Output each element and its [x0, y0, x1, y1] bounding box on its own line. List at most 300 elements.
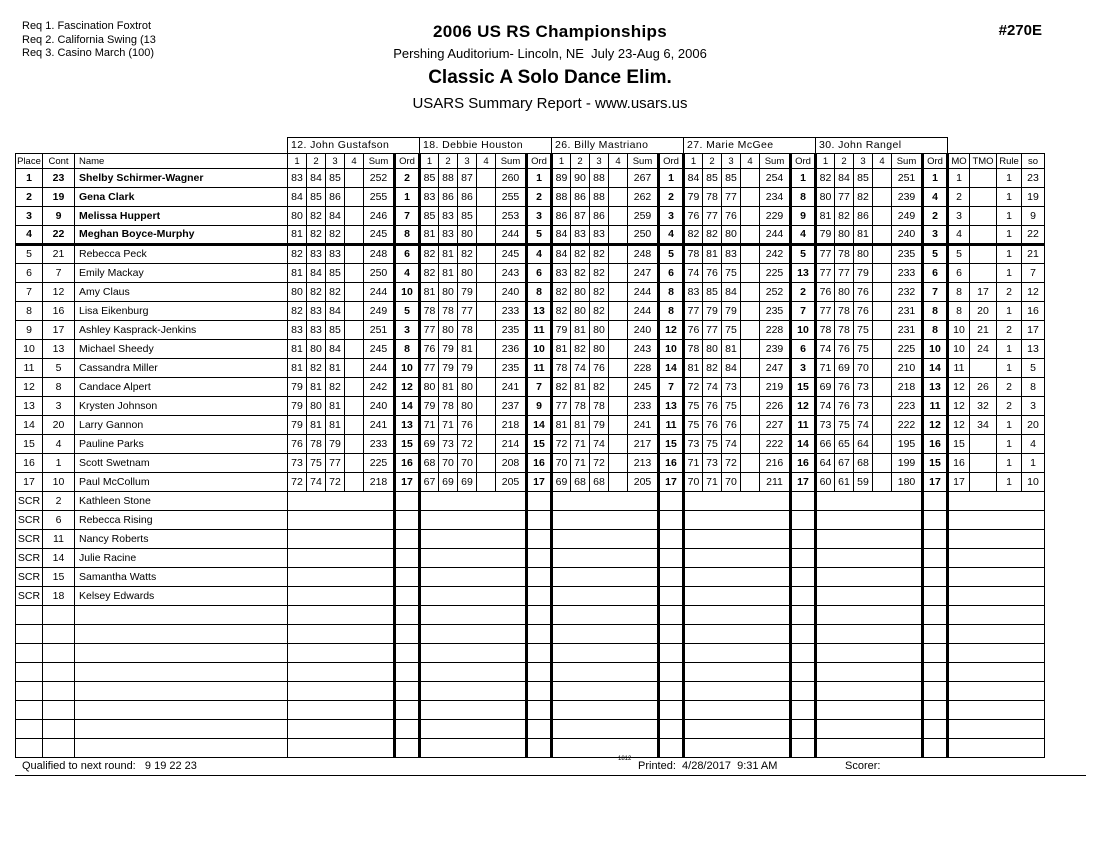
cell-score-3: 80 [722, 226, 741, 245]
cell-ord [659, 720, 684, 739]
cell-cont [43, 739, 75, 758]
cell-score-1: 76 [684, 207, 703, 226]
cell-ord: 11 [527, 359, 552, 378]
cell-score-1: 84 [684, 169, 703, 188]
cell-sum: 235 [760, 302, 791, 321]
empty-row [16, 720, 1045, 739]
cell-ord [527, 739, 552, 758]
cell-score-3: 85 [326, 169, 345, 188]
col-header-dance-4: 4 [345, 154, 364, 169]
cell-skater-name: Scott Swetnam [75, 454, 288, 473]
cell-place: SCR [16, 492, 43, 511]
cell-score-2: 83 [307, 321, 326, 340]
cell-cont: 9 [43, 207, 75, 226]
cell-place: SCR [16, 549, 43, 568]
cell-sum: 218 [892, 378, 923, 397]
cell-sum: 226 [760, 397, 791, 416]
cell-sum: 218 [364, 473, 395, 492]
cell-ord [791, 587, 816, 606]
cell-ord: 8 [395, 226, 420, 245]
cell-ord: 1 [659, 169, 684, 188]
cell-sum: 195 [892, 435, 923, 454]
blank-scores [420, 701, 527, 720]
cell-sum: 247 [760, 359, 791, 378]
cell-mo: 15 [948, 435, 970, 454]
cell-ord: 16 [659, 454, 684, 473]
cell-ord: 17 [791, 473, 816, 492]
cell-score-3: 85 [854, 169, 873, 188]
cell-sum: 262 [628, 188, 659, 207]
cell-cont: 18 [43, 587, 75, 606]
cell-ord [791, 511, 816, 530]
cell-place: 15 [16, 435, 43, 454]
cell-rule: 2 [997, 397, 1022, 416]
cell-score-1: 81 [684, 359, 703, 378]
cell-so: 13 [1022, 340, 1045, 359]
cell-ord [527, 644, 552, 663]
empty-row [16, 644, 1045, 663]
cell-cont: 23 [43, 169, 75, 188]
blank-scores [288, 644, 395, 663]
cell-rule: 1 [997, 340, 1022, 359]
req-2: Req 2. California Swing (13 [22, 33, 156, 46]
col-header-dance-4: 4 [477, 154, 496, 169]
cell-ord [527, 720, 552, 739]
cell-score-4 [873, 321, 892, 340]
cell-sum: 253 [496, 207, 527, 226]
cell-place [16, 663, 43, 682]
cell-score-4 [477, 302, 496, 321]
cell-score-3: 80 [590, 321, 609, 340]
blank-right [948, 663, 1045, 682]
qualified-note: Qualified to next round: 9 19 22 23 [22, 760, 197, 772]
cell-score-1: 80 [288, 207, 307, 226]
scratched-row [16, 492, 1045, 511]
result-row [16, 416, 1045, 435]
cell-ord: 4 [527, 245, 552, 264]
cell-score-2: 71 [439, 416, 458, 435]
cell-sum: 243 [628, 340, 659, 359]
cell-ord [923, 720, 948, 739]
cell-cont [43, 625, 75, 644]
cell-cont [43, 720, 75, 739]
cell-cont: 16 [43, 302, 75, 321]
blank-right [948, 587, 1045, 606]
cell-score-3: 85 [326, 321, 345, 340]
empty-row [16, 625, 1045, 644]
cell-sum: 240 [892, 226, 923, 245]
cell-sum: 245 [628, 378, 659, 397]
cell-so: 21 [1022, 245, 1045, 264]
cell-tmo [970, 359, 997, 378]
blank-right [948, 644, 1045, 663]
cell-ord [527, 682, 552, 701]
cell-score-2: 85 [703, 169, 722, 188]
cell-score-2: 82 [571, 264, 590, 283]
cell-score-4 [609, 302, 628, 321]
cell-score-1: 77 [552, 397, 571, 416]
cell-ord: 15 [659, 435, 684, 454]
cell-score-2: 75 [835, 416, 854, 435]
cell-score-1: 76 [684, 321, 703, 340]
cell-score-2: 83 [439, 226, 458, 245]
cell-score-2: 81 [439, 245, 458, 264]
cell-tmo [970, 435, 997, 454]
cell-ord [923, 492, 948, 511]
cell-sum: 211 [760, 473, 791, 492]
cell-skater-name: Nancy Roberts [75, 530, 288, 549]
report-subtitle: USARS Summary Report - www.usars.us [412, 95, 688, 112]
cell-ord [659, 568, 684, 587]
cell-ord [923, 549, 948, 568]
cell-skater-name: Larry Gannon [75, 416, 288, 435]
cell-ord [791, 606, 816, 625]
cell-rule: 1 [997, 264, 1022, 283]
blank-scores [684, 568, 791, 587]
col-header-so: so [1022, 154, 1045, 169]
cell-ord: 1 [923, 169, 948, 188]
cell-score-3: 85 [722, 169, 741, 188]
cell-score-2: 82 [571, 340, 590, 359]
blank-scores [420, 663, 527, 682]
cell-so: 20 [1022, 416, 1045, 435]
cell-cont: 2 [43, 492, 75, 511]
cell-ord: 17 [527, 473, 552, 492]
cell-score-3: 69 [458, 473, 477, 492]
cell-sum: 255 [496, 188, 527, 207]
cell-skater-name: Gena Clark [75, 188, 288, 207]
col-header-ord: Ord [659, 154, 684, 169]
cell-sum: 250 [364, 264, 395, 283]
cell-score-1: 82 [552, 283, 571, 302]
cell-score-3: 85 [326, 264, 345, 283]
cell-rule: 1 [997, 435, 1022, 454]
cell-score-3: 79 [326, 435, 345, 454]
cell-sum: 217 [628, 435, 659, 454]
cell-score-2: 78 [439, 302, 458, 321]
cell-score-3: 74 [854, 416, 873, 435]
blank-scores [552, 492, 659, 511]
cell-mo: 12 [948, 378, 970, 397]
cell-score-4 [741, 454, 760, 473]
cell-sum: 210 [892, 359, 923, 378]
cell-ord: 15 [527, 435, 552, 454]
cell-cont: 12 [43, 283, 75, 302]
cell-skater-name [75, 739, 288, 758]
cell-place: 5 [16, 245, 43, 264]
cell-score-2: 80 [307, 397, 326, 416]
cell-score-2: 77 [703, 321, 722, 340]
cell-sum: 237 [496, 397, 527, 416]
cell-score-1: 84 [552, 245, 571, 264]
cell-skater-name: Pauline Parks [75, 435, 288, 454]
cell-score-3: 80 [590, 340, 609, 359]
cell-score-1: 74 [684, 264, 703, 283]
cell-tmo [970, 245, 997, 264]
cell-score-3: 76 [458, 416, 477, 435]
blank-scores [420, 511, 527, 530]
cell-score-2: 65 [835, 435, 854, 454]
col-header-dance-1: 1 [288, 154, 307, 169]
cell-score-1: 77 [684, 302, 703, 321]
cell-score-3: 75 [722, 321, 741, 340]
cell-ord [791, 682, 816, 701]
cell-score-4 [345, 302, 364, 321]
cell-score-4 [609, 416, 628, 435]
cell-score-2: 81 [571, 378, 590, 397]
cell-mo: 8 [948, 302, 970, 321]
cell-place: 6 [16, 264, 43, 283]
cell-score-1: 81 [288, 340, 307, 359]
cell-score-1: 78 [552, 359, 571, 378]
cell-ord [659, 701, 684, 720]
cell-sum: 235 [496, 321, 527, 340]
blank-right [948, 701, 1045, 720]
cell-ord [395, 492, 420, 511]
cell-skater-name [75, 644, 288, 663]
cell-ord [659, 530, 684, 549]
req-3: Req 3. Casino March (100) [22, 47, 155, 59]
cell-score-1: 69 [816, 378, 835, 397]
cell-ord: 12 [395, 378, 420, 397]
blank-scores [684, 625, 791, 644]
cell-tmo: 17 [970, 283, 997, 302]
cell-ord: 14 [923, 359, 948, 378]
cell-mo: 10 [948, 321, 970, 340]
cell-ord: 3 [791, 359, 816, 378]
cell-ord [395, 587, 420, 606]
cell-cont: 11 [43, 530, 75, 549]
cell-score-1: 81 [420, 283, 439, 302]
cell-ord [923, 606, 948, 625]
col-header-dance-1: 1 [552, 154, 571, 169]
cell-ord: 2 [395, 169, 420, 188]
cell-ord: 9 [791, 207, 816, 226]
cell-ord: 4 [923, 188, 948, 207]
cell-ord [659, 511, 684, 530]
blank-scores [288, 549, 395, 568]
cell-score-2: 71 [571, 435, 590, 454]
cell-score-3: 79 [722, 302, 741, 321]
cell-ord [791, 644, 816, 663]
cell-score-2: 82 [307, 359, 326, 378]
cell-sum: 245 [364, 340, 395, 359]
cell-score-1: 75 [684, 416, 703, 435]
col-header-rule: Rule [997, 154, 1022, 169]
cell-ord: 5 [923, 245, 948, 264]
cell-tmo [970, 264, 997, 283]
cell-tmo: 26 [970, 378, 997, 397]
cell-sum: 255 [364, 188, 395, 207]
cell-ord [527, 492, 552, 511]
cell-ord: 14 [791, 435, 816, 454]
cell-skater-name: Michael Sheedy [75, 340, 288, 359]
cell-so: 5 [1022, 359, 1045, 378]
cell-score-1: 64 [816, 454, 835, 473]
cell-score-2: 84 [835, 169, 854, 188]
cell-ord [395, 701, 420, 720]
scratched-row [16, 587, 1045, 606]
cell-sum: 251 [892, 169, 923, 188]
col-header-sum: Sum [760, 154, 791, 169]
cell-sum: 214 [496, 435, 527, 454]
cell-place: 7 [16, 283, 43, 302]
cell-score-3: 84 [722, 359, 741, 378]
cell-score-4 [873, 207, 892, 226]
cell-mo: 6 [948, 264, 970, 283]
cell-score-3: 77 [722, 188, 741, 207]
cell-score-4 [873, 245, 892, 264]
cell-skater-name: Julie Racine [75, 549, 288, 568]
col-header-sum: Sum [364, 154, 395, 169]
blank-scores [552, 739, 659, 758]
req-1: Req 1. Fascination Foxtrot [22, 20, 152, 32]
cell-ord: 10 [659, 340, 684, 359]
cell-score-1: 83 [420, 188, 439, 207]
cell-score-4 [741, 283, 760, 302]
cell-score-2: 69 [835, 359, 854, 378]
cell-score-1: 81 [288, 264, 307, 283]
blank-scores [816, 663, 923, 682]
blank-scores [288, 663, 395, 682]
cell-score-4 [741, 169, 760, 188]
cell-sum: 242 [364, 378, 395, 397]
cell-score-3: 76 [722, 207, 741, 226]
cell-so: 23 [1022, 169, 1045, 188]
cell-score-4 [477, 283, 496, 302]
cell-score-2: 82 [703, 226, 722, 245]
cell-skater-name: Kathleen Stone [75, 492, 288, 511]
cell-score-4 [345, 169, 364, 188]
cell-skater-name [75, 682, 288, 701]
cell-score-2: 75 [307, 454, 326, 473]
cell-score-1: 80 [288, 283, 307, 302]
cell-sum: 199 [892, 454, 923, 473]
cell-score-2: 82 [307, 226, 326, 245]
cell-ord [659, 587, 684, 606]
cell-tmo [970, 207, 997, 226]
cell-tmo [970, 188, 997, 207]
cell-score-2: 76 [703, 264, 722, 283]
cell-sum: 222 [892, 416, 923, 435]
cell-score-1: 81 [288, 359, 307, 378]
cell-sum: 246 [364, 207, 395, 226]
cell-ord: 8 [659, 283, 684, 302]
cell-mo: 4 [948, 226, 970, 245]
cell-score-3: 78 [458, 321, 477, 340]
cell-score-2: 83 [571, 226, 590, 245]
cell-score-3: 88 [590, 169, 609, 188]
cell-place: SCR [16, 587, 43, 606]
cell-score-3: 82 [590, 283, 609, 302]
cell-ord [659, 549, 684, 568]
cell-cont: 3 [43, 397, 75, 416]
cell-cont: 4 [43, 435, 75, 454]
cell-sum: 239 [892, 188, 923, 207]
cell-ord: 16 [923, 435, 948, 454]
cell-skater-name: Krysten Johnson [75, 397, 288, 416]
cell-rule: 1 [997, 188, 1022, 207]
cell-sum: 251 [364, 321, 395, 340]
cell-score-4 [741, 359, 760, 378]
col-header-sum: Sum [628, 154, 659, 169]
cell-score-2: 82 [307, 207, 326, 226]
cell-score-2: 84 [307, 264, 326, 283]
cell-score-4 [873, 188, 892, 207]
empty-row [16, 663, 1045, 682]
cell-skater-name: Candace Alpert [75, 378, 288, 397]
cell-place [16, 739, 43, 758]
cell-ord [527, 587, 552, 606]
blank-scores [288, 606, 395, 625]
cell-score-4 [741, 340, 760, 359]
blank-scores [552, 568, 659, 587]
cell-score-2: 80 [571, 283, 590, 302]
cell-score-1: 69 [552, 473, 571, 492]
cell-score-2: 69 [439, 473, 458, 492]
cell-score-3: 77 [326, 454, 345, 473]
cell-rule: 1 [997, 245, 1022, 264]
cell-ord: 10 [395, 359, 420, 378]
cell-score-2: 82 [703, 359, 722, 378]
empty-row [16, 701, 1045, 720]
blank-scores [684, 587, 791, 606]
blank-right [948, 739, 1045, 758]
cell-skater-name [75, 720, 288, 739]
cell-score-4 [477, 454, 496, 473]
cell-cont [43, 701, 75, 720]
cell-ord [923, 625, 948, 644]
cell-score-1: 73 [684, 435, 703, 454]
cell-score-4 [477, 397, 496, 416]
cell-score-3: 86 [590, 207, 609, 226]
cell-cont: 13 [43, 340, 75, 359]
blank-scores [420, 530, 527, 549]
cell-score-1: 81 [552, 340, 571, 359]
cell-score-2: 81 [307, 416, 326, 435]
cell-score-3: 76 [854, 283, 873, 302]
cell-ord [395, 625, 420, 644]
cell-cont: 19 [43, 188, 75, 207]
cell-sum: 248 [628, 245, 659, 264]
cell-score-3: 82 [590, 302, 609, 321]
blank-scores [816, 587, 923, 606]
cell-place: 3 [16, 207, 43, 226]
cell-ord [527, 625, 552, 644]
cell-place: 9 [16, 321, 43, 340]
scorer-label: Scorer: [845, 760, 881, 772]
result-row [16, 207, 1045, 226]
cell-ord [395, 720, 420, 739]
cell-score-1: 83 [684, 283, 703, 302]
cell-score-4 [477, 435, 496, 454]
col-header-ord: Ord [923, 154, 948, 169]
cell-score-3: 76 [722, 416, 741, 435]
cell-score-3: 88 [590, 188, 609, 207]
cell-cont: 15 [43, 568, 75, 587]
cell-skater-name [75, 663, 288, 682]
cell-score-4 [873, 378, 892, 397]
cell-tmo: 34 [970, 416, 997, 435]
cell-score-1: 76 [288, 435, 307, 454]
cell-sum: 267 [628, 169, 659, 188]
cell-sum: 240 [628, 321, 659, 340]
cell-mo: 17 [948, 473, 970, 492]
cell-score-2: 78 [835, 245, 854, 264]
cell-score-1: 72 [552, 435, 571, 454]
blank-scores [816, 625, 923, 644]
cell-score-4 [477, 226, 496, 245]
